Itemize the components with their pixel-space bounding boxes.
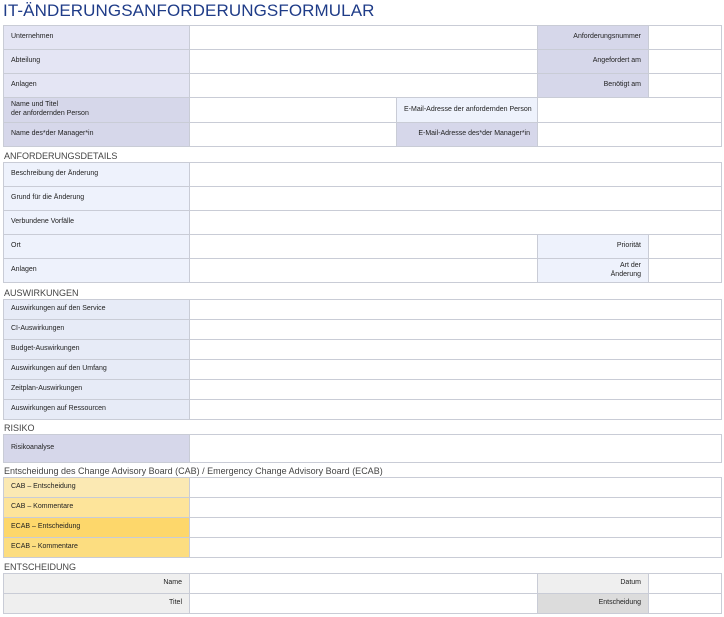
name-field[interactable] (190, 574, 538, 594)
auswirkung-field[interactable] (190, 320, 722, 340)
art-label-line2: Änderung (610, 270, 641, 278)
entscheidung-field[interactable] (649, 594, 722, 614)
name-label: Name (4, 574, 190, 594)
email-person-field[interactable] (538, 98, 722, 123)
risikoanalyse-label: Risikoanalyse (4, 435, 190, 463)
beschreibung-label: Beschreibung der Änderung (4, 163, 190, 187)
auswirkung-label: Budget-Auswirkungen (4, 340, 190, 360)
entscheidung-label: Entscheidung (538, 594, 649, 614)
vorfaelle-field[interactable] (190, 211, 722, 235)
unternehmen-field[interactable] (190, 26, 538, 50)
anlagen-label: Anlagen (4, 74, 190, 98)
risikoanalyse-field[interactable] (190, 435, 722, 463)
form-title: IT-ÄNDERUNGSANFORDERUNGSFORMULAR (3, 1, 375, 20)
section-heading-risiko: RISIKO (4, 423, 35, 433)
name-titel-label (4, 98, 190, 123)
details-anlagen-label: Anlagen (4, 259, 190, 283)
vorfaelle-label: Verbundene Vorfälle (4, 211, 190, 235)
details-table (3, 162, 722, 283)
auswirkung-field[interactable] (190, 360, 722, 380)
art-label (538, 259, 649, 283)
cab-table (3, 477, 722, 558)
email-person-label: E-Mail-Adresse der anfordernden Person (397, 98, 538, 123)
art-label-line1: Art der (619, 261, 641, 269)
risiko-table (3, 434, 722, 463)
email-manager-field[interactable] (538, 123, 722, 147)
auswirkung-field[interactable] (190, 400, 722, 420)
cab-kommentare-label: CAB – Kommentare (4, 498, 190, 518)
auswirkung-label: Auswirkungen auf Ressourcen (4, 400, 190, 420)
entscheidung-table (3, 573, 722, 614)
datum-label: Datum (538, 574, 649, 594)
name-titel-field[interactable] (190, 98, 397, 123)
titel-field[interactable] (190, 594, 538, 614)
ecab-kommentare-label: ECAB – Kommentare (4, 538, 190, 558)
anlagen-field[interactable] (190, 74, 538, 98)
auswirkung-label: Auswirkungen auf den Umfang (4, 360, 190, 380)
header-info-table (3, 25, 722, 147)
grund-field[interactable] (190, 187, 722, 211)
auswirkungen-table (3, 299, 722, 420)
angefordert-am-field[interactable] (649, 50, 722, 74)
name-titel-label-line2: der anfordernden Person (11, 110, 89, 117)
name-titel-label-line1: Name und Titel (11, 101, 59, 109)
auswirkung-field[interactable] (190, 300, 722, 320)
cab-kommentare-field[interactable] (190, 498, 722, 518)
section-heading-cab: Entscheidung des Change Advisory Board (CAB) / Emergency Change Advisory Board (ECAB) (4, 466, 383, 476)
abteilung-label: Abteilung (4, 50, 190, 74)
section-heading-details: ANFORDERUNGSDETAILS (4, 151, 118, 161)
grund-label: Grund für die Änderung (4, 187, 190, 211)
beschreibung-field[interactable] (190, 163, 722, 187)
art-field[interactable] (649, 259, 722, 283)
prioritaet-label: Priorität (538, 235, 649, 259)
angefordert-am-label: Angefordert am (538, 50, 649, 74)
anforderungsnummer-label: Anforderungsnummer (538, 26, 649, 50)
unternehmen-label: Unternehmen (4, 26, 190, 50)
manager-name-field[interactable] (190, 123, 397, 147)
ort-label: Ort (4, 235, 190, 259)
email-manager-label: E-Mail-Adresse des*der Manager*in (397, 123, 538, 147)
auswirkung-label: Zeitplan-Auswirkungen (4, 380, 190, 400)
abteilung-field[interactable] (190, 50, 538, 74)
cab-entscheidung-field[interactable] (190, 478, 722, 498)
auswirkung-field[interactable] (190, 340, 722, 360)
datum-field[interactable] (649, 574, 722, 594)
ort-field[interactable] (190, 235, 538, 259)
manager-name-label: Name des*der Manager*in (4, 123, 190, 147)
benoetigt-am-label: Benötigt am (538, 74, 649, 98)
prioritaet-field[interactable] (649, 235, 722, 259)
ecab-entscheidung-label: ECAB – Entscheidung (4, 518, 190, 538)
auswirkung-label: CI-Auswirkungen (4, 320, 190, 340)
section-heading-auswirkungen: AUSWIRKUNGEN (4, 288, 79, 298)
benoetigt-am-field[interactable] (649, 74, 722, 98)
ecab-kommentare-field[interactable] (190, 538, 722, 558)
details-anlagen-field[interactable] (190, 259, 538, 283)
auswirkung-field[interactable] (190, 380, 722, 400)
ecab-entscheidung-field[interactable] (190, 518, 722, 538)
section-heading-entscheidung: ENTSCHEIDUNG (4, 562, 77, 572)
cab-entscheidung-label: CAB – Entscheidung (4, 478, 190, 498)
auswirkung-label: Auswirkungen auf den Service (4, 300, 190, 320)
anforderungsnummer-field[interactable] (649, 26, 722, 50)
titel-label: Titel (4, 594, 190, 614)
